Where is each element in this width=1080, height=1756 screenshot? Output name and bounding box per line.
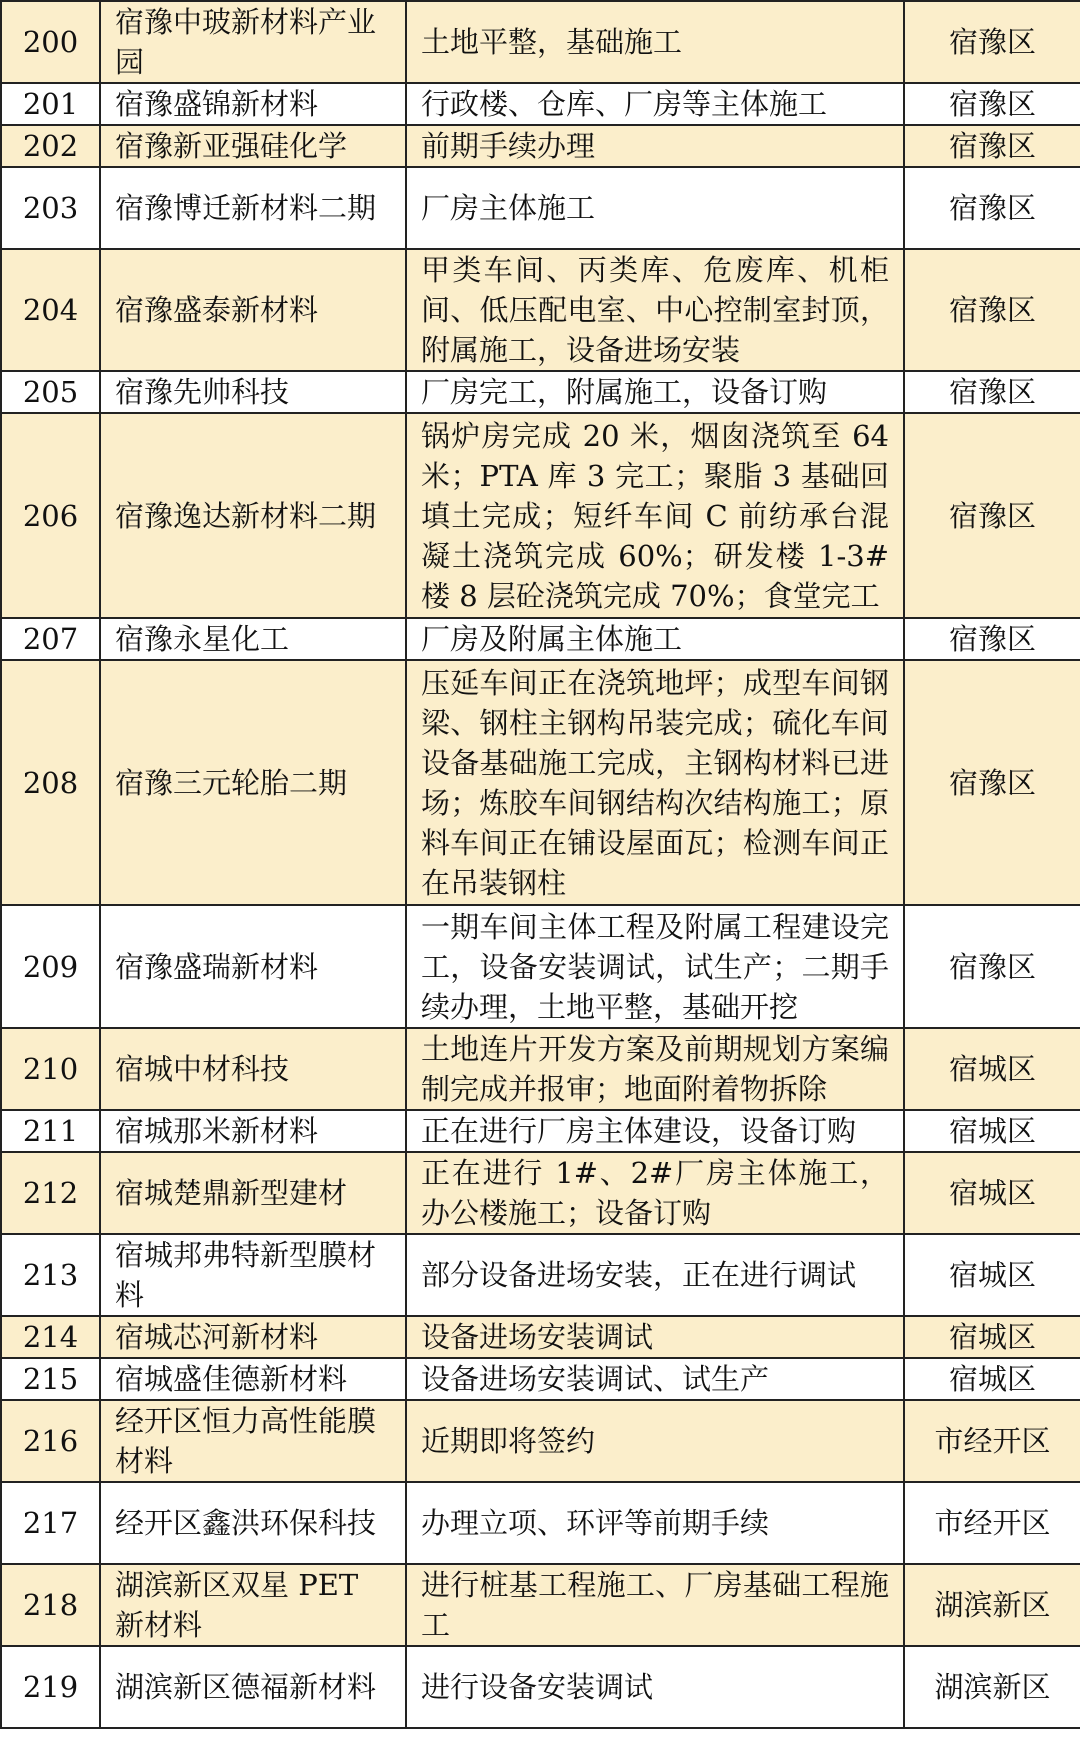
project-name: 宿城中材科技 (100, 1028, 406, 1110)
project-name: 宿豫先帅科技 (100, 371, 406, 413)
row-number: 207 (1, 618, 100, 660)
project-name: 宿豫盛泰新材料 (100, 249, 406, 371)
row-number: 211 (1, 1110, 100, 1152)
project-name: 宿城楚鼎新型建材 (100, 1152, 406, 1234)
table-row (1, 1316, 1080, 1358)
district: 宿城区 (904, 1152, 1080, 1234)
district: 宿豫区 (904, 905, 1080, 1028)
project-name: 湖滨新区德福新材料 (100, 1646, 406, 1728)
project-name: 湖滨新区双星 PET 新材料 (100, 1564, 406, 1646)
district: 宿豫区 (904, 618, 1080, 660)
project-name: 宿豫中玻新材料产业园 (100, 1, 406, 83)
row-number: 217 (1, 1482, 100, 1564)
table-row (1, 1400, 1080, 1482)
progress-description: 进行桩基工程施工、厂房基础工程施工 (406, 1564, 904, 1646)
progress-description: 行政楼、仓库、厂房等主体施工 (406, 83, 904, 125)
district: 湖滨新区 (904, 1564, 1080, 1646)
table-row (1, 249, 1080, 371)
project-name: 宿豫盛锦新材料 (100, 83, 406, 125)
progress-description: 厂房及附属主体施工 (406, 618, 904, 660)
district: 市经开区 (904, 1482, 1080, 1564)
row-number: 215 (1, 1358, 100, 1400)
row-number: 203 (1, 167, 100, 249)
progress-description: 设备进场安装调试、试生产 (406, 1358, 904, 1400)
project-name: 宿豫永星化工 (100, 618, 406, 660)
table-row (1, 1110, 1080, 1152)
progress-description: 设备进场安装调试 (406, 1316, 904, 1358)
row-number: 213 (1, 1234, 100, 1316)
progress-description: 正在进行 1#、2#厂房主体施工，办公楼施工；设备订购 (406, 1152, 904, 1234)
project-name: 宿豫新亚强硅化学 (100, 125, 406, 167)
table-row (1, 905, 1080, 1028)
row-number: 219 (1, 1646, 100, 1728)
district: 宿城区 (904, 1028, 1080, 1110)
project-name: 宿城邦弗特新型膜材料 (100, 1234, 406, 1316)
project-name: 宿豫博迁新材料二期 (100, 167, 406, 249)
table-row (1, 413, 1080, 618)
progress-description: 近期即将签约 (406, 1400, 904, 1482)
progress-description: 甲类车间、丙类库、危废库、机柜间、低压配电室、中心控制室封顶，附属施工，设备进场安装 (406, 249, 904, 371)
progress-description: 土地平整，基础施工 (406, 1, 904, 83)
project-name: 宿城盛佳德新材料 (100, 1358, 406, 1400)
progress-description: 前期手续办理 (406, 125, 904, 167)
district: 宿豫区 (904, 413, 1080, 618)
district: 宿豫区 (904, 167, 1080, 249)
row-number: 200 (1, 1, 100, 83)
row-number: 214 (1, 1316, 100, 1358)
district: 宿豫区 (904, 660, 1080, 905)
progress-description: 厂房完工，附属施工，设备订购 (406, 371, 904, 413)
table-row (1, 660, 1080, 905)
table-row (1, 618, 1080, 660)
district: 宿城区 (904, 1110, 1080, 1152)
table-row (1, 1564, 1080, 1646)
district: 宿城区 (904, 1234, 1080, 1316)
table-row (1, 1, 1080, 83)
row-number: 205 (1, 371, 100, 413)
row-number: 212 (1, 1152, 100, 1234)
row-number: 218 (1, 1564, 100, 1646)
row-number: 202 (1, 125, 100, 167)
row-number: 209 (1, 905, 100, 1028)
progress-description: 厂房主体施工 (406, 167, 904, 249)
table-row (1, 1482, 1080, 1564)
project-name: 宿城芯河新材料 (100, 1316, 406, 1358)
progress-description: 一期车间主体工程及附属工程建设完工，设备安装调试，试生产；二期手续办理，土地平整，基础开挖 (406, 905, 904, 1028)
row-number: 216 (1, 1400, 100, 1482)
progress-description: 进行设备安装调试 (406, 1646, 904, 1728)
table-row (1, 83, 1080, 125)
row-number: 201 (1, 83, 100, 125)
row-number: 210 (1, 1028, 100, 1110)
district: 宿城区 (904, 1358, 1080, 1400)
district: 宿豫区 (904, 1, 1080, 83)
row-number: 204 (1, 249, 100, 371)
table-row (1, 1358, 1080, 1400)
project-name: 宿豫三元轮胎二期 (100, 660, 406, 905)
row-number: 206 (1, 413, 100, 618)
project-name: 宿城那米新材料 (100, 1110, 406, 1152)
table-row (1, 371, 1080, 413)
project-name: 经开区鑫洪环保科技 (100, 1482, 406, 1564)
district: 宿豫区 (904, 83, 1080, 125)
table-row (1, 1152, 1080, 1234)
table-row (1, 1234, 1080, 1316)
row-number: 208 (1, 660, 100, 905)
district: 市经开区 (904, 1400, 1080, 1482)
project-name: 经开区恒力高性能膜材料 (100, 1400, 406, 1482)
progress-description: 部分设备进场安装，正在进行调试 (406, 1234, 904, 1316)
district: 宿豫区 (904, 125, 1080, 167)
project-name: 宿豫盛瑞新材料 (100, 905, 406, 1028)
district: 宿城区 (904, 1316, 1080, 1358)
project-name: 宿豫逸达新材料二期 (100, 413, 406, 618)
progress-description: 正在进行厂房主体建设，设备订购 (406, 1110, 904, 1152)
progress-description: 土地连片开发方案及前期规划方案编制完成并报审；地面附着物拆除 (406, 1028, 904, 1110)
district: 宿豫区 (904, 249, 1080, 371)
district: 湖滨新区 (904, 1646, 1080, 1728)
progress-description: 锅炉房完成 20 米，烟囱浇筑至 64 米；PTA 库 3 完工；聚脂 3 基础回填土完成；短纤车间 C 前纺承台混凝土浇筑完成 60%；研发楼 1-3#楼 8 层砼浇筑完成 70%；食堂完工 (406, 413, 904, 618)
district: 宿豫区 (904, 371, 1080, 413)
table-row (1, 1646, 1080, 1728)
progress-description: 压延车间正在浇筑地坪；成型车间钢梁、钢柱主钢构吊装完成；硫化车间设备基础施工完成，主钢构材料已进场；炼胶车间钢结构次结构施工；原料车间正在铺设屋面瓦；检测车间正在吊装钢柱 (406, 660, 904, 905)
table-body (1, 1, 1080, 1728)
table-row (1, 1028, 1080, 1110)
table-row (1, 125, 1080, 167)
table-row (1, 167, 1080, 249)
progress-description: 办理立项、环评等前期手续 (406, 1482, 904, 1564)
